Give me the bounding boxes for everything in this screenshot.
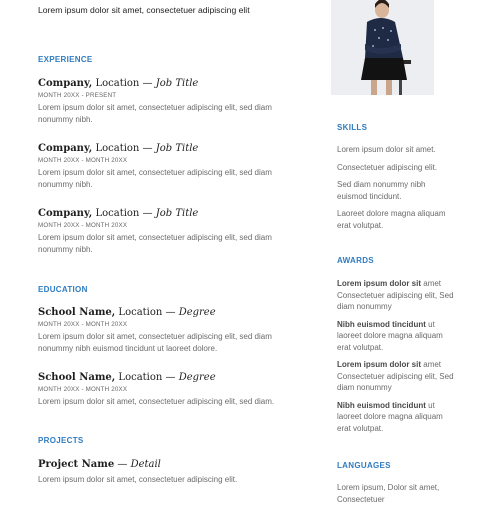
experience-title: Company, Location — Job Title [38, 78, 199, 89]
education-heading: EDUCATION [38, 285, 88, 294]
award-item: Lorem ipsum dolor sit amet Consectetuer adipiscing elit, Sed diam nonummy [337, 360, 454, 392]
experience-date: MONTH 20XX - MONTH 20XX [38, 157, 128, 164]
awards-list [337, 278, 455, 440]
photo [331, 0, 434, 95]
experience-item [38, 207, 290, 256]
experience-desc: Lorem ipsum dolor sit amet, consectetuer adipiscing elit, sed diam nonummy nibh. [38, 168, 272, 189]
education-item [38, 306, 290, 355]
experience-date: MONTH 20XX - PRESENT [38, 92, 117, 99]
award-item: Nibh euismod tincidunt ut laoreet dolore magna aliquam erat volutpat. [337, 319, 443, 352]
projects-heading: PROJECTS [38, 436, 84, 445]
experience-item [38, 142, 290, 191]
project-item [38, 458, 290, 486]
skill-item: Consectetuer adipiscing elit. [337, 162, 438, 172]
project-title: Project Name — Detail [38, 459, 161, 470]
skills-list [337, 144, 455, 237]
awards-heading: AWARDS [337, 256, 374, 265]
experience-title: Company, Location — Job Title [38, 208, 199, 219]
award-item: Nibh euismod tincidunt ut laoreet dolore magna aliquam erat volutpat. [337, 400, 443, 433]
languages-list [337, 482, 455, 511]
education-date: MONTH 20XX - MONTH 20XX [38, 321, 128, 328]
experience-heading: EXPERIENCE [38, 55, 93, 64]
experience-desc: Lorem ipsum dolor sit amet, consectetuer adipiscing elit, sed diam nonummy nibh. [38, 103, 272, 124]
intro-text: Lorem ipsum dolor sit amet, consectetuer adipiscing elit [38, 5, 250, 15]
skills-heading: SKILLS [337, 123, 368, 132]
experience-date: MONTH 20XX - MONTH 20XX [38, 222, 128, 229]
language-item: Lorem ipsum, Dolor sit amet, Consectetuer [337, 483, 440, 504]
project-desc: Lorem ipsum dolor sit amet, consectetuer adipiscing elit. [38, 475, 238, 484]
person-photo-icon [331, 0, 434, 95]
education-desc: Lorem ipsum dolor sit amet, consectetuer adipiscing elit, sed diam. [38, 397, 275, 406]
languages-heading: LANGUAGES [337, 461, 391, 470]
education-desc: Lorem ipsum dolor sit amet, consectetuer adipiscing elit, sed diam nonummy nibh euismod tincidunt ut laoreet dolore. [38, 332, 272, 353]
education-title: School Name, Location — Degree [38, 372, 216, 383]
skill-item: Sed diam nonummy nibh euismod tincidunt. [337, 180, 426, 201]
skill-item: Lorem ipsum dolor sit amet. [337, 145, 436, 154]
education-item [38, 371, 290, 408]
award-item: Lorem ipsum dolor sit amet Consectetuer adipiscing elit, Sed diam nonummy [337, 279, 454, 311]
experience-title: Company, Location — Job Title [38, 143, 199, 154]
education-title: School Name, Location — Degree [38, 307, 216, 318]
experience-item [38, 77, 290, 126]
skill-item: Laoreet dolore magna aliquam erat volutpat. [337, 209, 446, 230]
experience-desc: Lorem ipsum dolor sit amet, consectetuer adipiscing elit, sed diam nonummy nibh. [38, 233, 272, 254]
education-date: MONTH 20XX - MONTH 20XX [38, 386, 128, 393]
